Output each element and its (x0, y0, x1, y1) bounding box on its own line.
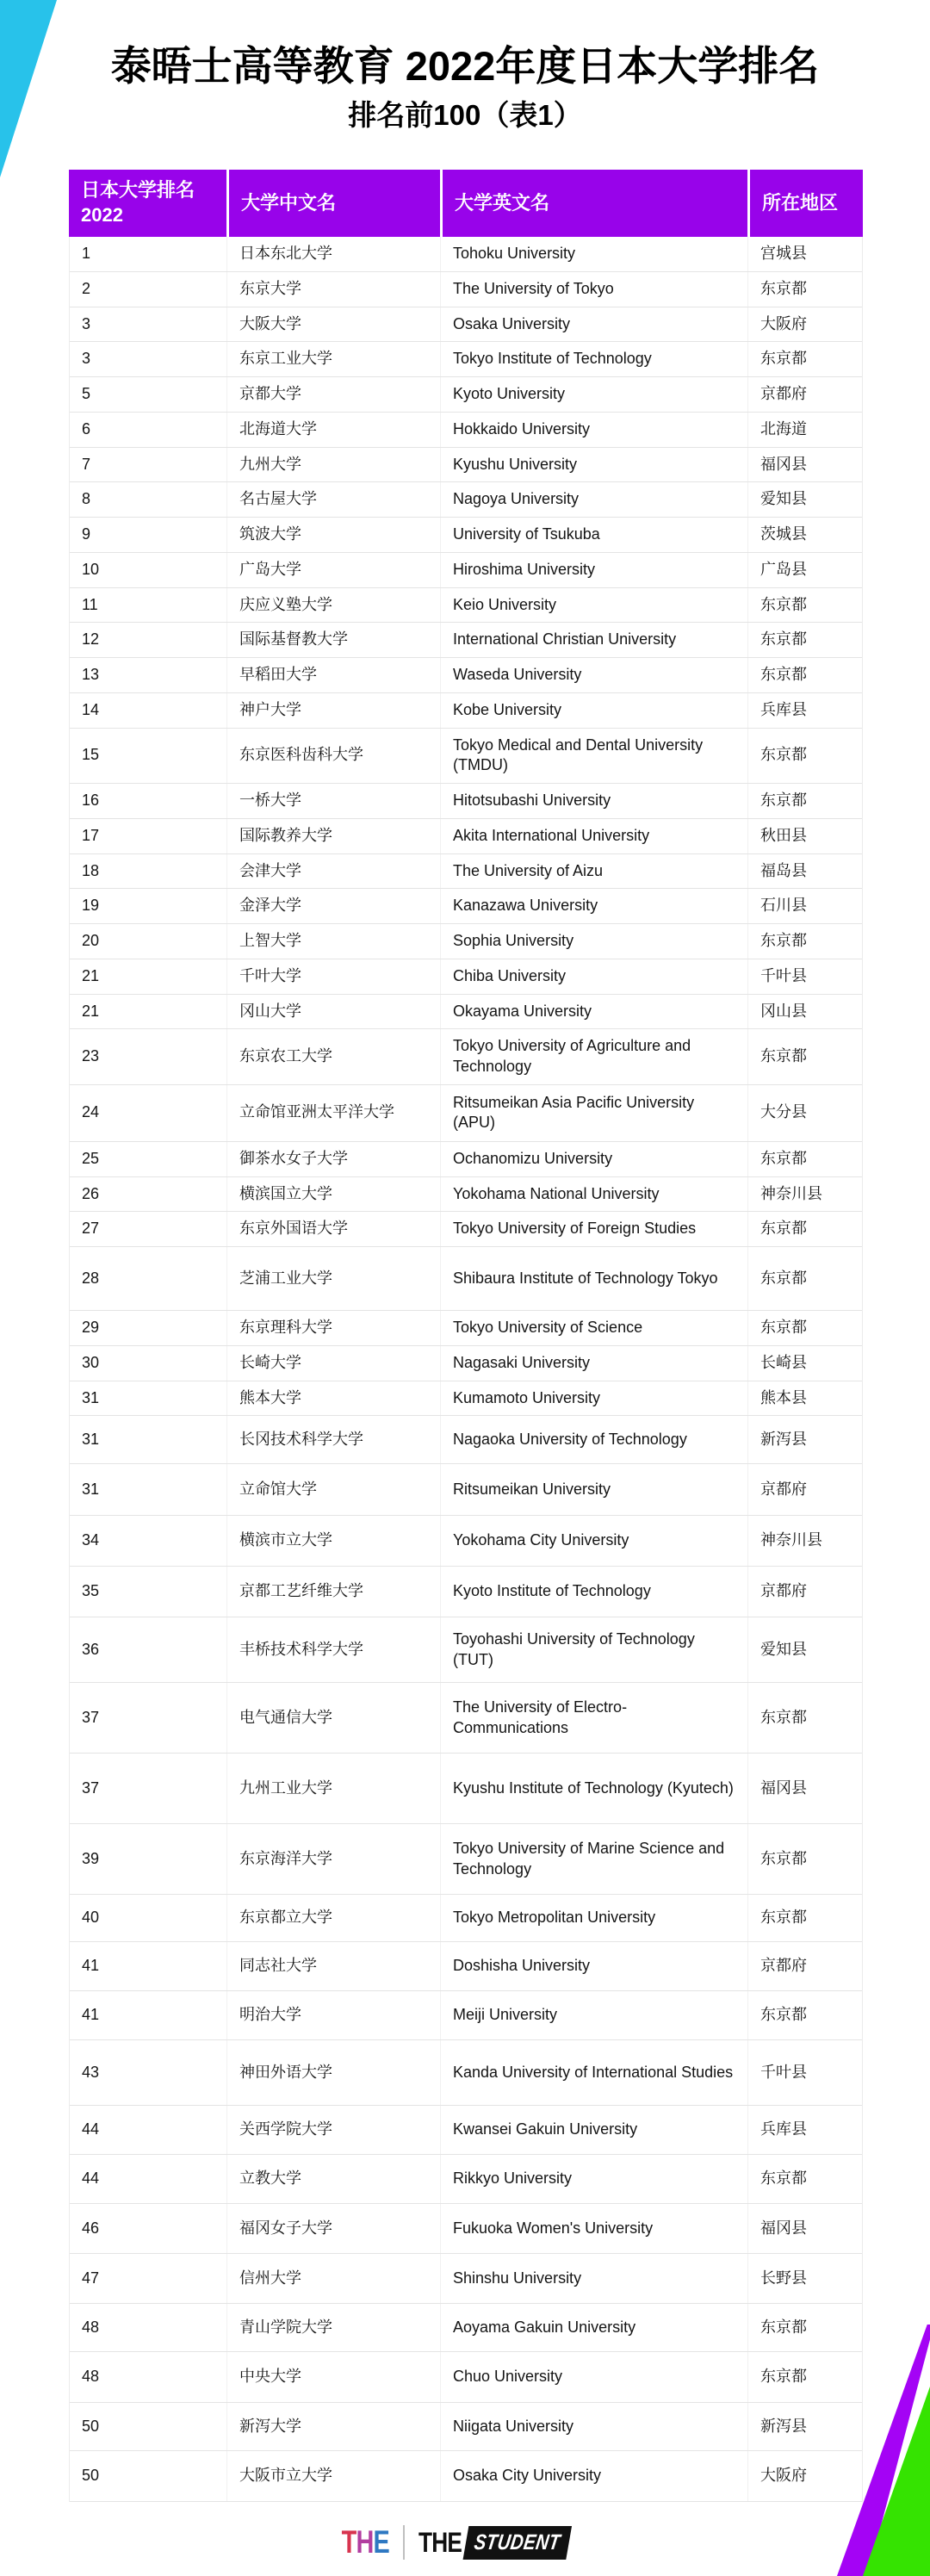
university-en-cell: Chiba University (440, 959, 747, 994)
rank-cell: 11 (82, 595, 98, 613)
rank-cell: 31 (82, 1430, 100, 1448)
university-en-cell: Kyoto Institute of Technology (440, 1567, 747, 1617)
university-en-cell: Tokyo University of Agriculture and Technology (440, 1029, 747, 1084)
rank-cell: 26 (82, 1184, 100, 1202)
rank-cell: 37 (82, 1708, 100, 1726)
university-cn-cell: 立命馆大学 (226, 1464, 440, 1515)
university-cn-cell: 一桥大学 (226, 784, 440, 818)
rank-cell: 41 (82, 1957, 100, 1975)
region-cell: 福岛县 (747, 854, 862, 889)
university-en-cell: Kyoto University (440, 377, 747, 412)
table-row (70, 588, 862, 624)
region-cell: 东京都 (747, 1683, 862, 1753)
university-cn-cell: 芝浦工业大学 (226, 1247, 440, 1310)
university-en-cell: Tokyo University of Science (440, 1311, 747, 1345)
rank-cell: 28 (82, 1269, 100, 1287)
region-cell: 长野县 (747, 2254, 862, 2303)
table-row (70, 553, 862, 588)
university-en-cell: Kanda University of International Studies (440, 2040, 747, 2105)
table-row (70, 1516, 862, 1567)
rank-cell: 17 (82, 826, 100, 844)
university-cn-cell: 神户大学 (226, 693, 440, 728)
rank-cell: 25 (82, 1149, 100, 1167)
university-cn-cell: 上智大学 (226, 924, 440, 959)
table-row (70, 2106, 862, 2155)
university-en-cell: Doshisha University (440, 1942, 747, 1990)
region-cell: 东京都 (747, 658, 862, 692)
rank-cell: 48 (82, 2318, 100, 2336)
university-en-cell: Nagaoka University of Technology (440, 1416, 747, 1463)
region-cell: 爱知县 (747, 482, 862, 517)
rank-cell: 18 (82, 861, 100, 879)
university-cn-cell: 横滨市立大学 (226, 1516, 440, 1566)
university-cn-cell: 青山学院大学 (226, 2304, 440, 2351)
region-cell: 大阪府 (747, 2451, 862, 2501)
rank-cell: 37 (82, 1778, 100, 1797)
region-cell: 东京都 (747, 342, 862, 376)
region-cell: 冈山县 (747, 995, 862, 1029)
table-row (70, 1991, 862, 2040)
region-cell: 福冈县 (747, 2204, 862, 2253)
region-cell: 京都府 (747, 377, 862, 412)
region-cell: 千叶县 (747, 2040, 862, 2105)
university-cn-cell: 关西学院大学 (226, 2106, 440, 2154)
university-cn-cell: 新泻大学 (226, 2403, 440, 2450)
column-header-en-name: 大学英文名 (440, 170, 747, 237)
rank-cell: 21 (82, 966, 100, 984)
rank-cell: 44 (82, 2120, 100, 2138)
table-row (70, 1029, 862, 1085)
table-row (70, 2403, 862, 2451)
rank-cell: 43 (82, 2063, 100, 2081)
rank-cell: 34 (82, 1531, 100, 1549)
region-cell: 东京都 (747, 729, 862, 784)
table-row (70, 482, 862, 518)
page-subtitle: 排名前100（表1） (348, 99, 582, 131)
region-cell: 福冈县 (747, 1754, 862, 1823)
table-row (70, 2451, 862, 2502)
university-en-cell: University of Tsukuba (440, 518, 747, 552)
region-cell: 东京都 (747, 784, 862, 818)
university-cn-cell: 丰桥技术科学大学 (226, 1617, 440, 1682)
university-en-cell: Chuo University (440, 2352, 747, 2402)
university-cn-cell: 信州大学 (226, 2254, 440, 2303)
university-en-cell: Hokkaido University (440, 413, 747, 447)
university-en-cell: Keio University (440, 588, 747, 623)
rank-cell: 27 (82, 1220, 100, 1238)
region-cell: 京都府 (747, 1567, 862, 1617)
ranking-table (69, 170, 863, 2502)
university-en-cell: Niigata University (440, 2403, 747, 2450)
university-cn-cell: 大阪市立大学 (226, 2451, 440, 2501)
university-en-cell: Hitotsubashi University (440, 784, 747, 818)
university-cn-cell: 东京工业大学 (226, 342, 440, 376)
table-row (70, 1416, 862, 1464)
table-row (70, 2352, 862, 2403)
rank-cell: 8 (82, 490, 91, 508)
university-en-cell: Rikkyo University (440, 2155, 747, 2203)
region-cell: 大分县 (747, 1085, 862, 1141)
university-cn-cell: 长冈技术科学大学 (226, 1416, 440, 1463)
table-row (70, 1212, 862, 1247)
university-en-cell: Ritsumeikan Asia Pacific University (APU) (440, 1085, 747, 1141)
column-header-region: 所在地区 (747, 170, 863, 237)
university-cn-cell: 福冈女子大学 (226, 2204, 440, 2253)
region-cell: 广岛县 (747, 553, 862, 587)
university-cn-cell: 长崎大学 (226, 1346, 440, 1381)
rank-cell: 20 (82, 932, 100, 949)
the-student-logo-student: STUDENT (473, 2529, 562, 2554)
the-logo-letter-h: H (356, 2524, 374, 2560)
table-row (70, 237, 862, 272)
rank-cell: 46 (82, 2219, 100, 2237)
university-cn-cell: 神田外语大学 (226, 2040, 440, 2105)
table-header-row (69, 170, 863, 237)
footer-logos (0, 2518, 930, 2567)
table-row (70, 623, 862, 658)
university-en-cell: Nagoya University (440, 482, 747, 517)
university-cn-cell: 金泽大学 (226, 889, 440, 923)
university-en-cell: The University of Electro-Communications (440, 1683, 747, 1753)
table-row (70, 1464, 862, 1516)
region-cell: 东京都 (747, 272, 862, 307)
region-cell: 东京都 (747, 623, 862, 657)
region-cell: 石川县 (747, 889, 862, 923)
university-cn-cell: 广岛大学 (226, 553, 440, 587)
university-cn-cell: 东京海洋大学 (226, 1824, 440, 1894)
university-en-cell: Tokyo Institute of Technology (440, 342, 747, 376)
university-cn-cell: 九州大学 (226, 448, 440, 482)
university-en-cell: Kanazawa University (440, 889, 747, 923)
the-student-logo-box (463, 2526, 572, 2560)
table-row (70, 448, 862, 483)
university-en-cell: Yokohama National University (440, 1177, 747, 1212)
rank-cell: 31 (82, 1388, 100, 1406)
university-en-cell: Sophia University (440, 924, 747, 959)
rank-cell: 30 (82, 1353, 100, 1371)
the-logo-letter-t: T (341, 2524, 356, 2560)
table-row (70, 693, 862, 729)
university-en-cell: Kyushu Institute of Technology (Kyutech) (440, 1754, 747, 1823)
region-cell: 东京都 (747, 1029, 862, 1084)
university-cn-cell: 会津大学 (226, 854, 440, 889)
university-cn-cell: 日本东北大学 (226, 237, 440, 271)
university-en-cell: Nagasaki University (440, 1346, 747, 1381)
university-en-cell: Kumamoto University (440, 1381, 747, 1416)
university-en-cell: Yokohama City University (440, 1516, 747, 1566)
region-cell: 东京都 (747, 924, 862, 959)
university-cn-cell: 国际基督教大学 (226, 623, 440, 657)
region-cell: 东京都 (747, 2352, 862, 2402)
university-cn-cell: 庆应义塾大学 (226, 588, 440, 623)
university-cn-cell: 东京医科齿科大学 (226, 729, 440, 784)
rank-cell: 47 (82, 2269, 100, 2287)
table-row (70, 1942, 862, 1991)
region-cell: 东京都 (747, 2304, 862, 2351)
rank-cell: 1 (82, 245, 91, 262)
region-cell: 东京都 (747, 1142, 862, 1176)
table-row (70, 1683, 862, 1754)
region-cell: 新泻县 (747, 2403, 862, 2450)
university-en-cell: Tokyo Medical and Dental University (TMDU) (440, 729, 747, 784)
university-en-cell: Shibaura Institute of Technology Tokyo (440, 1247, 747, 1310)
university-en-cell: Akita International University (440, 819, 747, 853)
university-en-cell: The University of Aizu (440, 854, 747, 889)
rank-cell: 3 (82, 314, 91, 332)
university-cn-cell: 九州工业大学 (226, 1754, 440, 1823)
column-header-rank: 日本大学排名 2022 (81, 179, 195, 226)
table-row (70, 2204, 862, 2254)
the-student-logo (418, 2526, 568, 2560)
university-cn-cell: 东京大学 (226, 272, 440, 307)
rank-cell: 13 (82, 666, 100, 683)
university-cn-cell: 东京农工大学 (226, 1029, 440, 1084)
university-en-cell: Osaka University (440, 307, 747, 342)
table-row (70, 1085, 862, 1142)
table-row (70, 854, 862, 890)
university-en-cell: Hiroshima University (440, 553, 747, 587)
university-cn-cell: 京都大学 (226, 377, 440, 412)
university-en-cell: Ritsumeikan University (440, 1464, 747, 1515)
region-cell: 东京都 (747, 2155, 862, 2203)
university-cn-cell: 立命馆亚洲太平洋大学 (226, 1085, 440, 1141)
region-cell: 长崎县 (747, 1346, 862, 1381)
table-row (70, 2304, 862, 2352)
rank-cell: 36 (82, 1640, 100, 1658)
rank-cell: 3 (82, 350, 91, 368)
university-cn-cell: 电气通信大学 (226, 1683, 440, 1753)
table-row (70, 729, 862, 785)
region-cell: 兵库县 (747, 693, 862, 728)
table-row (70, 272, 862, 307)
university-cn-cell: 熊本大学 (226, 1381, 440, 1416)
rank-cell: 9 (82, 525, 91, 543)
the-logo (342, 2524, 389, 2560)
table-row (70, 959, 862, 995)
rank-cell: 48 (82, 2368, 100, 2386)
university-en-cell: Fukuoka Women's University (440, 2204, 747, 2253)
table-row (70, 1381, 862, 1417)
table-row (70, 658, 862, 693)
region-cell: 东京都 (747, 1311, 862, 1345)
university-en-cell: Meiji University (440, 1991, 747, 2039)
table-row (70, 889, 862, 924)
university-cn-cell: 横滨国立大学 (226, 1177, 440, 1212)
rank-cell: 10 (82, 560, 100, 578)
region-cell: 京都府 (747, 1464, 862, 1515)
rank-cell: 19 (82, 897, 100, 915)
rank-cell: 5 (82, 385, 91, 402)
university-cn-cell: 北海道大学 (226, 413, 440, 447)
rank-cell: 23 (82, 1047, 100, 1065)
region-cell: 京都府 (747, 1942, 862, 1990)
logo-divider (403, 2525, 405, 2560)
table-row (70, 413, 862, 448)
the-student-logo-the: THE (418, 2526, 462, 2558)
rank-cell: 15 (82, 746, 100, 764)
table-row (70, 2254, 862, 2304)
region-cell: 茨城县 (747, 518, 862, 552)
rank-cell: 2 (82, 279, 91, 297)
rank-cell: 41 (82, 2006, 100, 2024)
university-cn-cell: 东京都立大学 (226, 1895, 440, 1941)
table-row (70, 1247, 862, 1311)
region-cell: 大阪府 (747, 307, 862, 342)
rank-cell: 44 (82, 2169, 100, 2188)
rank-cell: 6 (82, 419, 91, 438)
university-en-cell: Tohoku University (440, 237, 747, 271)
table-row (70, 1824, 862, 1895)
university-cn-cell: 同志社大学 (226, 1942, 440, 1990)
university-en-cell: The University of Tokyo (440, 272, 747, 307)
rank-cell: 40 (82, 1909, 100, 1927)
university-en-cell: Kyushu University (440, 448, 747, 482)
table-row (70, 342, 862, 377)
region-cell: 神奈川县 (747, 1177, 862, 1212)
rank-cell: 39 (82, 1849, 100, 1867)
rank-cell: 24 (82, 1103, 100, 1121)
table-row (70, 307, 862, 343)
university-cn-cell: 东京理科大学 (226, 1311, 440, 1345)
table-row (70, 819, 862, 854)
region-cell: 东京都 (747, 1247, 862, 1310)
rank-cell: 50 (82, 2467, 100, 2485)
university-en-cell: Tokyo University of Foreign Studies (440, 1212, 747, 1246)
region-cell: 神奈川县 (747, 1516, 862, 1566)
university-cn-cell: 冈山大学 (226, 995, 440, 1029)
university-en-cell: Kobe University (440, 693, 747, 728)
university-cn-cell: 立教大学 (226, 2155, 440, 2203)
table-row (70, 1346, 862, 1381)
table-row (70, 1142, 862, 1177)
university-en-cell: Toyohashi University of Technology (TUT) (440, 1617, 747, 1682)
rank-cell: 35 (82, 1582, 100, 1600)
the-logo-letter-e: E (373, 2524, 390, 2560)
university-cn-cell: 大阪大学 (226, 307, 440, 342)
region-cell: 东京都 (747, 1991, 862, 2039)
rank-cell: 7 (82, 455, 91, 473)
table-body (69, 237, 863, 2502)
table-row (70, 1311, 862, 1346)
university-cn-cell: 京都工艺纤维大学 (226, 1567, 440, 1617)
university-cn-cell: 名古屋大学 (226, 482, 440, 517)
university-cn-cell: 中央大学 (226, 2352, 440, 2402)
rank-cell: 21 (82, 1002, 100, 1020)
region-cell: 秋田县 (747, 819, 862, 853)
table-row (70, 2040, 862, 2106)
table-row (70, 995, 862, 1030)
university-cn-cell: 东京外国语大学 (226, 1212, 440, 1246)
region-cell: 兵库县 (747, 2106, 862, 2154)
region-cell: 东京都 (747, 1212, 862, 1246)
university-en-cell: Tokyo Metropolitan University (440, 1895, 747, 1941)
table-row (70, 1754, 862, 1824)
region-cell: 千叶县 (747, 959, 862, 994)
region-cell: 北海道 (747, 413, 862, 447)
region-cell: 东京都 (747, 1895, 862, 1941)
university-cn-cell: 国际教养大学 (226, 819, 440, 853)
region-cell: 熊本县 (747, 1381, 862, 1416)
table-row (70, 784, 862, 819)
table-row (70, 924, 862, 959)
university-en-cell: Shinshu University (440, 2254, 747, 2303)
rank-cell: 12 (82, 630, 100, 649)
rank-cell: 50 (82, 2417, 100, 2435)
table-row (70, 1617, 862, 1683)
university-cn-cell: 明治大学 (226, 1991, 440, 2039)
university-en-cell: Aoyama Gakuin University (440, 2304, 747, 2351)
region-cell: 福冈县 (747, 448, 862, 482)
university-en-cell: Osaka City University (440, 2451, 747, 2501)
university-en-cell: International Christian University (440, 623, 747, 657)
rank-cell: 31 (82, 1480, 100, 1498)
column-header-cn-name: 大学中文名 (226, 170, 440, 237)
region-cell: 爱知县 (747, 1617, 862, 1682)
rank-cell: 29 (82, 1319, 100, 1336)
rank-cell: 16 (82, 791, 100, 809)
university-cn-cell: 千叶大学 (226, 959, 440, 994)
university-cn-cell: 筑波大学 (226, 518, 440, 552)
table-row (70, 1895, 862, 1942)
table-row (70, 1567, 862, 1617)
page-title: 泰晤士高等教育 2022年度日本大学排名 (110, 43, 820, 89)
table-row (70, 377, 862, 413)
table-row (70, 518, 862, 553)
rank-cell: 14 (82, 700, 100, 718)
university-en-cell: Okayama University (440, 995, 747, 1029)
table-row (70, 2155, 862, 2204)
table-row (70, 1177, 862, 1213)
region-cell: 宫城县 (747, 237, 862, 271)
university-en-cell: Kwansei Gakuin University (440, 2106, 747, 2154)
region-cell: 东京都 (747, 588, 862, 623)
university-en-cell: Ochanomizu University (440, 1142, 747, 1176)
university-en-cell: Tokyo University of Marine Science and Technology (440, 1824, 747, 1894)
university-cn-cell: 早稻田大学 (226, 658, 440, 692)
region-cell: 东京都 (747, 1824, 862, 1894)
region-cell: 新泻县 (747, 1416, 862, 1463)
university-en-cell: Waseda University (440, 658, 747, 692)
university-cn-cell: 御茶水女子大学 (226, 1142, 440, 1176)
